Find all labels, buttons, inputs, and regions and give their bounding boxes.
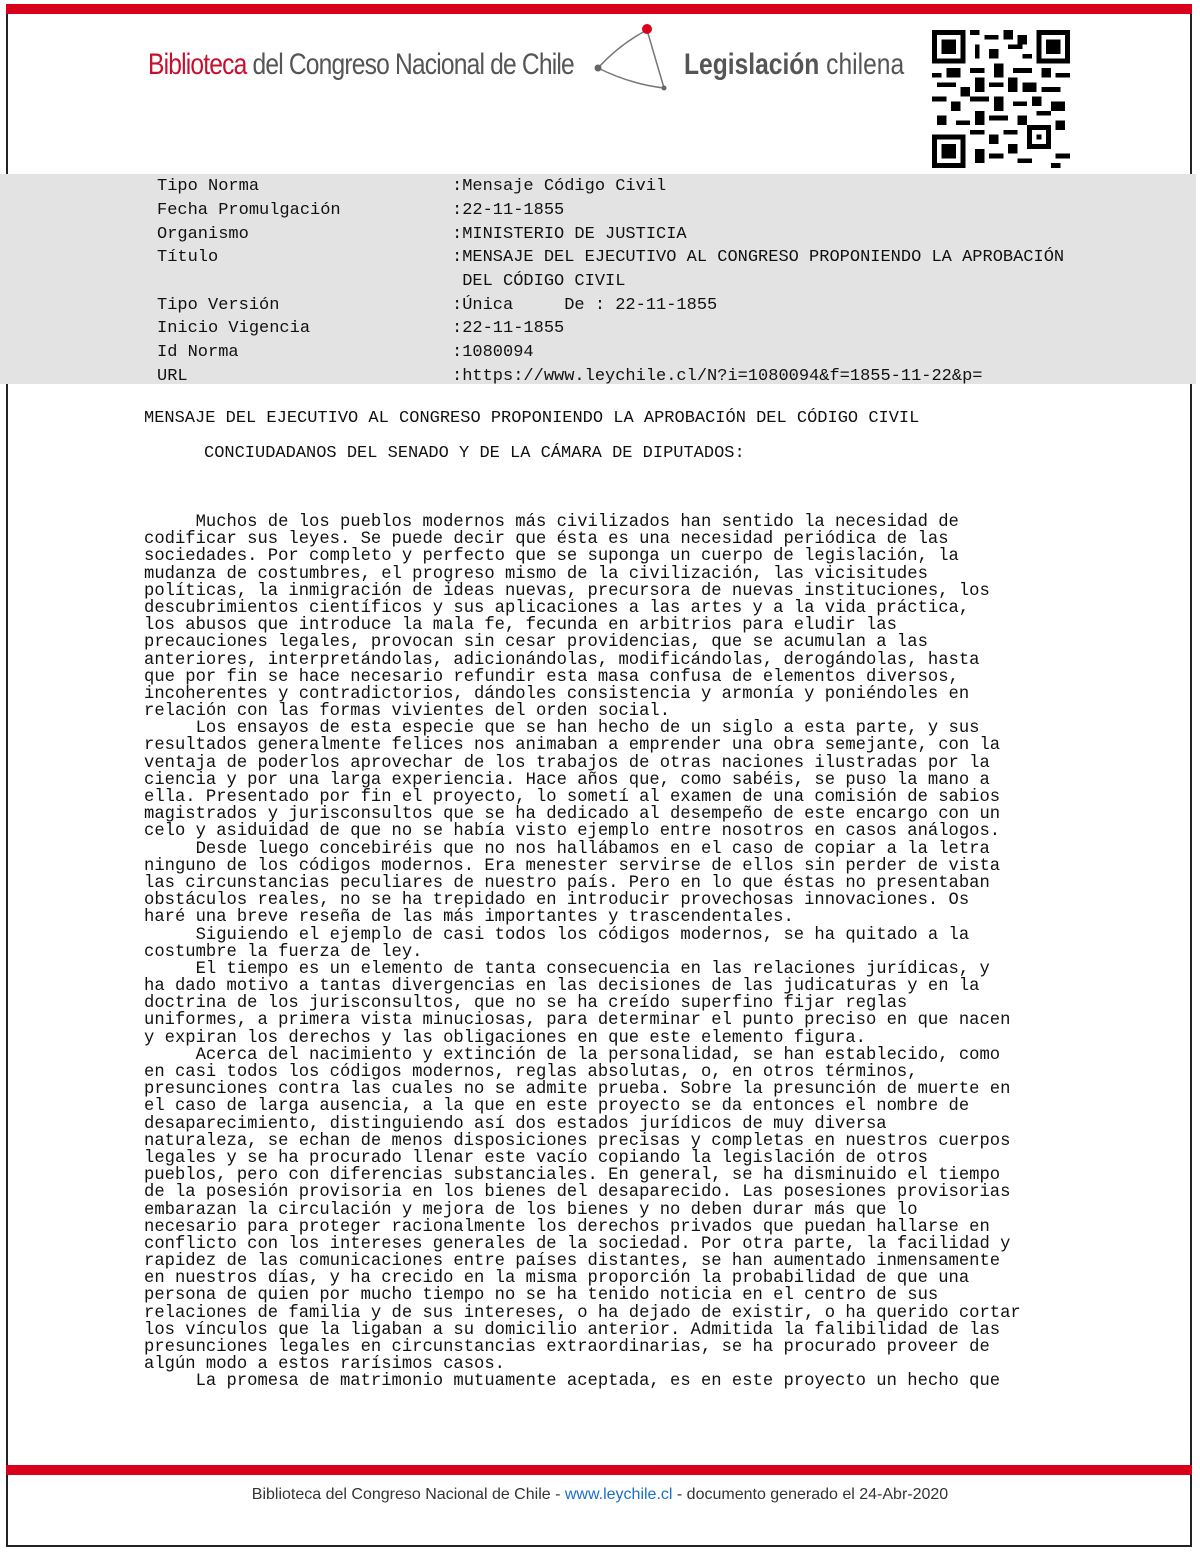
body-text-line: que por fin se hace necesario refundir esta masa confusa de elementos diversos, (144, 667, 959, 687)
metadata-value: :1080094 (452, 343, 534, 362)
body-text-line: conflicto con los intereses generales de la sociedad. Por otra parte, la facilidad y (144, 1234, 1011, 1254)
body-text-line: Muchos de los pueblos modernos más civilizados han sentido la necesidad de (144, 513, 959, 532)
body-text-line: naturaleza, se echan de menos disposiciones precisas y completas en nuestros cuerpos (144, 1131, 1011, 1151)
metadata-value: :22-11-1855 (452, 319, 565, 338)
metadata-value: :22-11-1855 (452, 201, 565, 220)
body-text-line: codificar sus leyes. Se puede decir que ésta es una necesidad periódica de las (144, 530, 949, 550)
legislacion-chilena-text: Legislación chilena (684, 48, 905, 81)
body-text-line: Siguiendo el ejemplo de casi todos los códigos modernos, se ha quitado a la (144, 925, 970, 945)
metadata-label: URL (157, 367, 188, 386)
metadata-value: DEL CÓDIGO CIVIL (452, 272, 626, 291)
body-text-line: precauciones legales, provocan sin cesar providencias, que se acumulan a las (144, 633, 928, 653)
body-text-line: ciencia y por una larga experiencia. Hace años que, como sabéis, se puso la mano a (144, 770, 990, 790)
body-text-line: el caso de larga ausencia, a la que en este proyecto se da entonces el nombre de (144, 1097, 970, 1117)
body-text-line: y expiran los derechos y las obligaciones en que este elemento figura. (144, 1028, 866, 1048)
body-text-line: ella. Presentado por fin el proyecto, lo sometí al examen de una comisión de sabios (144, 788, 1001, 807)
body-text-line: rapidez de las comunicaciones entre países distantes, se han aumentado inmensamente (144, 1252, 1001, 1272)
body-text-line: Los ensayos de esta especie que se han hecho de un siglo a esta parte, y sus (144, 719, 980, 739)
metadata-label: Título (157, 248, 219, 267)
metadata-value: :MENSAJE DEL EJECUTIVO AL CONGRESO PROPONIENDO LA APROBACIÓN (452, 248, 1065, 267)
bottom-red-bar (6, 1465, 1192, 1475)
body-text-line: ha dado motivo a tantas divergencias en las decisiones de las judicaturas y en la (144, 977, 980, 997)
metadata-value: :Mensaje Código Civil (452, 177, 667, 196)
footer-link[interactable]: www.leychile.cl (564, 1486, 673, 1503)
metadata-label: Inicio Vigencia (157, 319, 311, 338)
body-text-line: Acerca del nacimiento y extinción de la personalidad, se han establecido, como (144, 1045, 1001, 1065)
bcn-logo-text: Biblioteca del Congreso Nacional de Chile (148, 48, 574, 81)
body-text-line: en nuestros días, y ha crecido en la misma proporción la probabilidad de que una (144, 1269, 970, 1289)
document-body (144, 514, 1144, 1391)
body-text-line: pueblos, pero con diferencias substanciales. En general, se ha disminuido el tiempo (144, 1166, 1001, 1186)
body-text-line: incoherentes y contradictorios, dándoles consistencia y armonía y poniéndoles en (144, 684, 970, 704)
body-text-line: los vínculos que la ligaban a su domicilio anterior. Admitida la falibilidad de las (144, 1320, 1001, 1340)
footer (0, 1486, 1200, 1504)
metadata-label: Tipo Versión (157, 296, 280, 315)
body-text-line: presunciones legales en circunstancias extraordinarias, se ha procurado proveer de (144, 1338, 990, 1357)
body-text-line: presunciones contra las cuales no se admite prueba. Sobre la presunción de muerte en (144, 1080, 1011, 1100)
body-text-line: doctrina de los jurisconsultos, que no se ha creído superfino fijar reglas (144, 994, 908, 1014)
body-text-line: relaciones de familia y de sus intereses, o ha dejado de existir, o ha querido cortar (144, 1303, 1021, 1323)
metadata-label: Tipo Norma (157, 177, 260, 196)
body-text-line: en casi todos los códigos modernos, reglas absolutas, o, en otros términos, (144, 1063, 918, 1082)
body-text-line: obstáculos reales, no se ha trepidado en introducir provechosas innovaciones. Os (144, 891, 970, 911)
body-text-line: Desde luego concebiréis que no nos hallábamos en el caso de copiar a la letra (144, 839, 990, 859)
metadata-label: Fecha Promulgación (157, 201, 341, 220)
body-text-line: ventaja de poderlos aprovechar de los trabajos de otras naciones ilustradas por la (144, 753, 990, 773)
body-text-line: de la posesión provisoria en los bienes del desaparecido. Las posesiones provisorias (144, 1183, 1011, 1203)
body-text-line: relación con las formas vivientes del orden social. (144, 702, 671, 722)
top-red-bar (6, 4, 1192, 14)
footer-text: Biblioteca del Congreso Nacional de Chile - (251, 1486, 565, 1503)
metadata-label: Id Norma (157, 343, 239, 362)
body-text-line: descubrimientos científicos y sus aplicaciones a las artes y a la vida práctica, (144, 598, 970, 618)
body-text-line: magistrados y jurisconsultos que se ha dedicado al desempeño de este encargo con un (144, 805, 1001, 825)
metadata-label: Organismo (157, 225, 249, 244)
body-text-line: legales y se ha procurado llenar este vacío copiando la legislación de otros (144, 1148, 928, 1168)
body-text-line: algún modo a estos rarísimos casos. (144, 1355, 505, 1375)
document-subheading: CONCIUDADANOS DEL SENADO Y DE LA CÁMARA DE DIPUTADOS: (204, 444, 745, 463)
body-text-line: La promesa de matrimonio mutuamente aceptada, es en este proyecto un hecho que (144, 1372, 1001, 1392)
body-text-line: los abusos que introduce la mala fe, fecunda en arbitrios para eludir las (144, 616, 897, 636)
metadata-value: :MINISTERIO DE JUSTICIA (452, 225, 687, 244)
body-text-line: mudanza de costumbres, el progreso mismo de la civilización, las vicisitudes (144, 564, 928, 584)
body-text-line: anteriores, interpretándolas, adicionándolas, modificándolas, derogándolas, hasta (144, 650, 980, 670)
bcn-logo-icon (590, 22, 670, 94)
body-text-line: costumbre la fuerza de ley. (144, 942, 423, 962)
body-text-line: desaparecimiento, distinguiendo así dos estados jurídicos de muy diversa (144, 1114, 887, 1134)
body-text-line: necesario para proteger racionalmente los derechos privados que puedan hallarse en (144, 1217, 990, 1237)
body-text-line: El tiempo es un elemento de tanta consecuencia en las relaciones jurídicas, y (144, 959, 990, 979)
footer-date-text: - documento generado el 24-Abr-2020 (672, 1486, 949, 1503)
metadata-value: :Única De : 22-11-1855 (452, 296, 718, 315)
body-text-line: embarazan la circulación y mejora de los bienes y no deben durar más que lo (144, 1200, 918, 1220)
body-text-line: resultados generalmente felices nos animaban a emprender una obra semejante, con la (144, 736, 1001, 756)
qr-code-icon (930, 30, 1072, 168)
body-text-line: las circunstancias peculiares de nuestro país. Pero en lo que éstas no presentaban (144, 873, 990, 893)
body-text-line: políticas, la inmigración de ideas nuevas, precursora de nuevas instituciones, los (144, 581, 990, 601)
body-text-line: uniformes, a primera vista minuciosas, para determinar el punto preciso en que nacen (144, 1011, 1011, 1031)
body-text-line: celo y asiduidad de que no se había visto ejemplo entre nosotros en casos análogos. (144, 822, 1001, 842)
body-text-line: sociedades. Por completo y perfecto que se suponga un cuerpo de legislación, la (144, 547, 959, 567)
document-heading: MENSAJE DEL EJECUTIVO AL CONGRESO PROPONIENDO LA APROBACIÓN DEL CÓDIGO CIVIL (144, 409, 920, 428)
metadata-value: :https://www.leychile.cl/N?i=1080094&f=1855-11-22&p= (452, 367, 983, 386)
body-text-line: ninguno de los códigos modernos. Era menester servirse de ellos sin perder de vista (144, 856, 1001, 876)
body-text-line: haré una breve reseña de las más importantes y trascendentales. (144, 908, 794, 928)
body-text-line: persona de quien por mucho tiempo no se ha tenido noticia en el centro de sus (144, 1286, 939, 1306)
